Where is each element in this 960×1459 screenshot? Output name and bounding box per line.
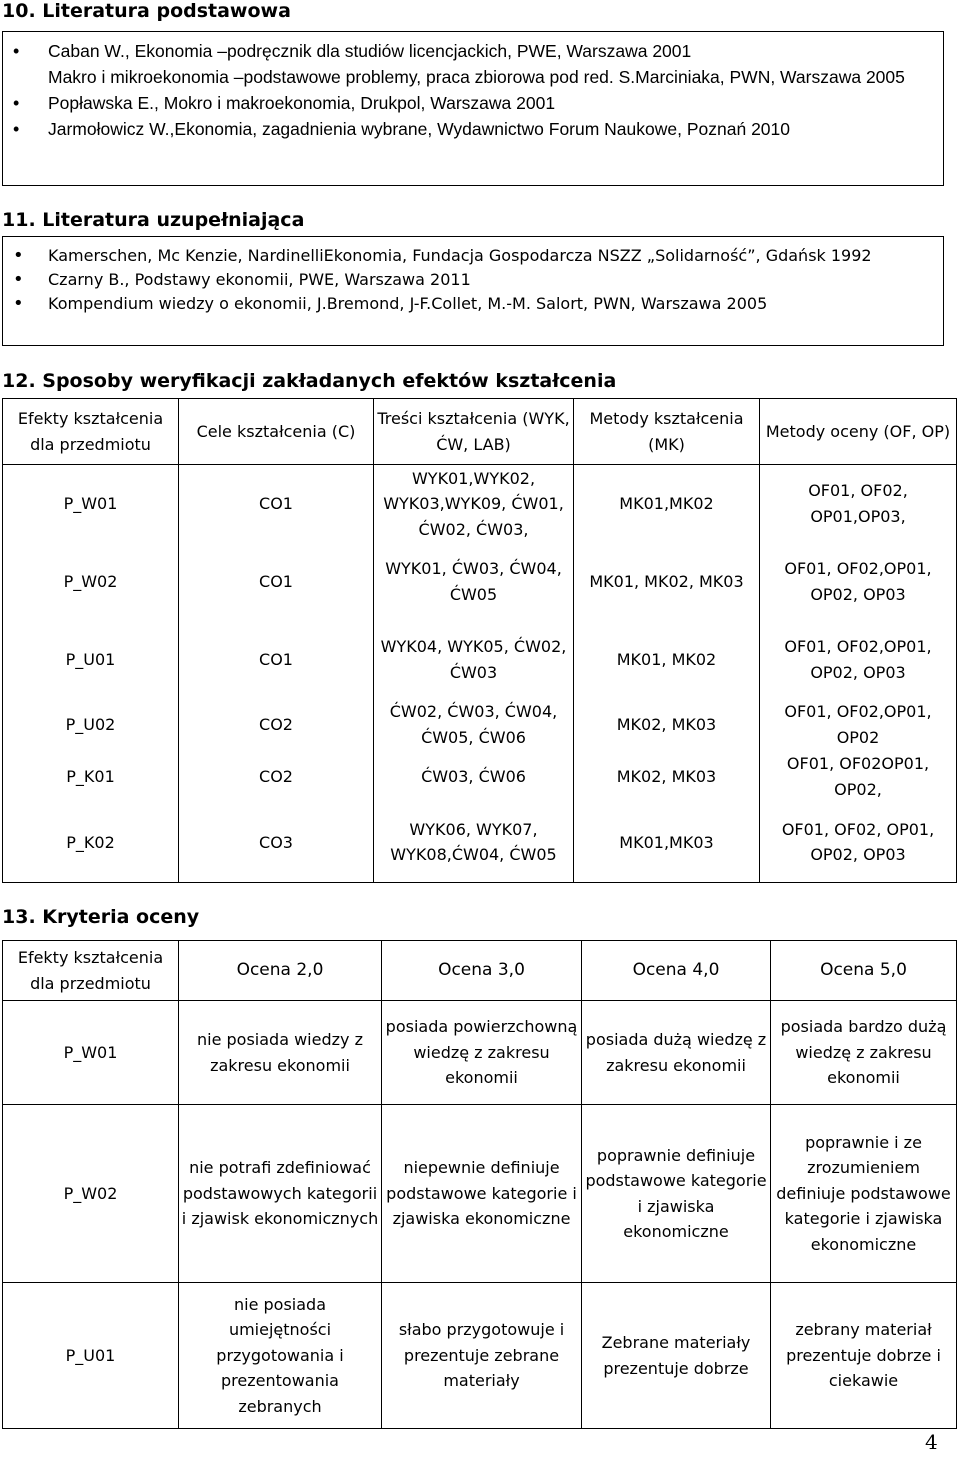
section-11-title: 11. Literatura uzupełniająca — [2, 209, 305, 231]
header-teaching-methods: Metody kształcenia (MK) — [574, 399, 760, 465]
cell-method: MK01,MK02 — [574, 465, 760, 543]
table-row — [3, 621, 957, 699]
verification-table — [2, 398, 957, 883]
supplementary-literature-item: • Kamerschen, Mc Kenzie, NardinelliEkonomia, Fundacja Gospodarcza NSZZ „Solidarność”, Gdańsk 1992 — [3, 244, 943, 268]
cell-goal: CO1 — [179, 621, 374, 699]
page-number: 4 — [925, 1430, 938, 1454]
cell-content: WYK06, WYK07, WYK08,ĆW04, ĆW05 — [374, 803, 574, 883]
cell-grade-5: posiada bardzo dużą wiedzę z zakresu ekonomii — [771, 1001, 957, 1105]
cell-content: WYK01, ĆW03, ĆW04, ĆW05 — [374, 543, 574, 621]
section-12-title: 12. Sposoby weryfikacji zakładanych efektów kształcenia — [2, 370, 617, 392]
cell-outcome: P_W02 — [3, 1105, 179, 1283]
section-13-title: 13. Kryteria oceny — [2, 906, 200, 928]
cell-grade-3: posiada powierzchowną wiedzę z zakresu ekonomii — [382, 1001, 582, 1105]
table-row — [3, 699, 957, 751]
table-row — [3, 1283, 957, 1429]
cell-method: MK01,MK03 — [574, 803, 760, 883]
cell-content: ĆW02, ĆW03, ĆW04, ĆW05, ĆW06 — [374, 699, 574, 751]
supplementary-literature-box — [2, 236, 944, 346]
header-learning-outcomes: Efekty kształcenia dla przedmiotu — [3, 399, 179, 465]
cell-outcome: P_K02 — [3, 803, 179, 883]
cell-assessment: OF01, OF02,OP01, OP02 — [760, 699, 957, 751]
cell-goal: CO2 — [179, 751, 374, 803]
cell-assessment: OF01, OF02, OP01,OP03, — [760, 465, 957, 543]
supplementary-literature-item: • Kompendium wiedzy o ekonomii, J.Bremond, J-F.Collet, M.-M. Salort, PWN, Warszawa 2005 — [3, 292, 943, 316]
cell-outcome: P_U01 — [3, 1283, 179, 1429]
cell-outcome: P_W01 — [3, 1001, 179, 1105]
cell-outcome: P_W01 — [3, 465, 179, 543]
cell-grade-5: poprawnie i ze zrozumieniem definiuje podstawowe kategorie i zjawiska ekonomiczne — [771, 1105, 957, 1283]
cell-goal: CO1 — [179, 543, 374, 621]
header-grade-3: Ocena 3,0 — [382, 941, 582, 1001]
criteria-table — [2, 940, 957, 1429]
cell-grade-4: posiada dużą wiedzę z zakresu ekonomii — [582, 1001, 771, 1105]
table-row — [3, 1105, 957, 1283]
table-row — [3, 543, 957, 621]
cell-outcome: P_U01 — [3, 621, 179, 699]
cell-content: WYK04, WYK05, ĆW02, ĆW03 — [374, 621, 574, 699]
cell-content: WYK01,WYK02, WYK03,WYK09, ĆW01, ĆW02, ĆW03, — [374, 465, 574, 543]
basic-literature-box — [2, 31, 944, 186]
cell-grade-3: słabo przygotowuje i prezentuje zebrane materiały — [382, 1283, 582, 1429]
table-row — [3, 465, 957, 543]
header-contents: Treści kształcenia (WYK, ĆW, LAB) — [374, 399, 574, 465]
criteria-header-row — [3, 941, 957, 1001]
basic-literature-item: • Popławska E., Mokro i makroekonomia, Drukpol, Warszawa 2001 — [3, 90, 943, 116]
cell-method: MK02, MK03 — [574, 751, 760, 803]
cell-goal: CO3 — [179, 803, 374, 883]
verification-header-row — [3, 399, 957, 465]
cell-grade-5: zebrany materiał prezentuje dobrze i ciekawie — [771, 1283, 957, 1429]
cell-assessment: OF01, OF02,OP01, OP02, OP03 — [760, 621, 957, 699]
cell-goal: CO2 — [179, 699, 374, 751]
cell-method: MK01, MK02, MK03 — [574, 543, 760, 621]
basic-literature-list — [3, 32, 943, 146]
basic-literature-item: • Caban W., Ekonomia –podręcznik dla studiów licencjackich, PWE, Warszawa 2001 — [3, 38, 943, 64]
cell-grade-4: poprawnie definiuje podstawowe kategorie i zjawiska ekonomiczne — [582, 1105, 771, 1283]
header-goals: Cele kształcenia (C) — [179, 399, 374, 465]
cell-outcome: P_U02 — [3, 699, 179, 751]
table-row — [3, 803, 957, 883]
supplementary-literature-list — [3, 237, 943, 320]
cell-assessment: OF01, OF02OP01, OP02, — [760, 751, 957, 803]
cell-grade-4: Zebrane materiały prezentuje dobrze — [582, 1283, 771, 1429]
header-grade-2: Ocena 2,0 — [179, 941, 382, 1001]
basic-literature-item: • Jarmołowicz W.,Ekonomia, zagadnienia wybrane, Wydawnictwo Forum Naukowe, Poznań 2010 — [3, 116, 943, 142]
cell-method: MK01, MK02 — [574, 621, 760, 699]
header-assessment-methods: Metody oceny (OF, OP) — [760, 399, 957, 465]
cell-grade-2: nie posiada wiedzy z zakresu ekonomii — [179, 1001, 382, 1105]
header-grade-4: Ocena 4,0 — [582, 941, 771, 1001]
supplementary-literature-item: • Czarny B., Podstawy ekonomii, PWE, Warszawa 2011 — [3, 268, 943, 292]
basic-literature-item: Makro i mikroekonomia –podstawowe problemy, praca zbiorowa pod red. S.Marciniaka, PWN, Warszawa 2005 — [48, 67, 905, 87]
cell-outcome: P_K01 — [3, 751, 179, 803]
cell-grade-2: nie potrafi zdefiniować podstawowych kategorii i zjawisk ekonomicznych — [179, 1105, 382, 1283]
cell-method: MK02, MK03 — [574, 699, 760, 751]
cell-outcome: P_W02 — [3, 543, 179, 621]
header-grade-5: Ocena 5,0 — [771, 941, 957, 1001]
header-learning-outcomes: Efekty kształcenia dla przedmiotu — [3, 941, 179, 1001]
cell-goal: CO1 — [179, 465, 374, 543]
cell-assessment: OF01, OF02, OP01, OP02, OP03 — [760, 803, 957, 883]
cell-assessment: OF01, OF02,OP01, OP02, OP03 — [760, 543, 957, 621]
table-row — [3, 751, 957, 803]
cell-grade-2: nie posiada umiejętności przygotowania i prezentowania zebranych — [179, 1283, 382, 1429]
table-row — [3, 1001, 957, 1105]
section-10-title: 10. Literatura podstawowa — [2, 0, 291, 22]
cell-content: ĆW03, ĆW06 — [374, 751, 574, 803]
cell-grade-3: niepewnie definiuje podstawowe kategorie i zjawiska ekonomiczne — [382, 1105, 582, 1283]
